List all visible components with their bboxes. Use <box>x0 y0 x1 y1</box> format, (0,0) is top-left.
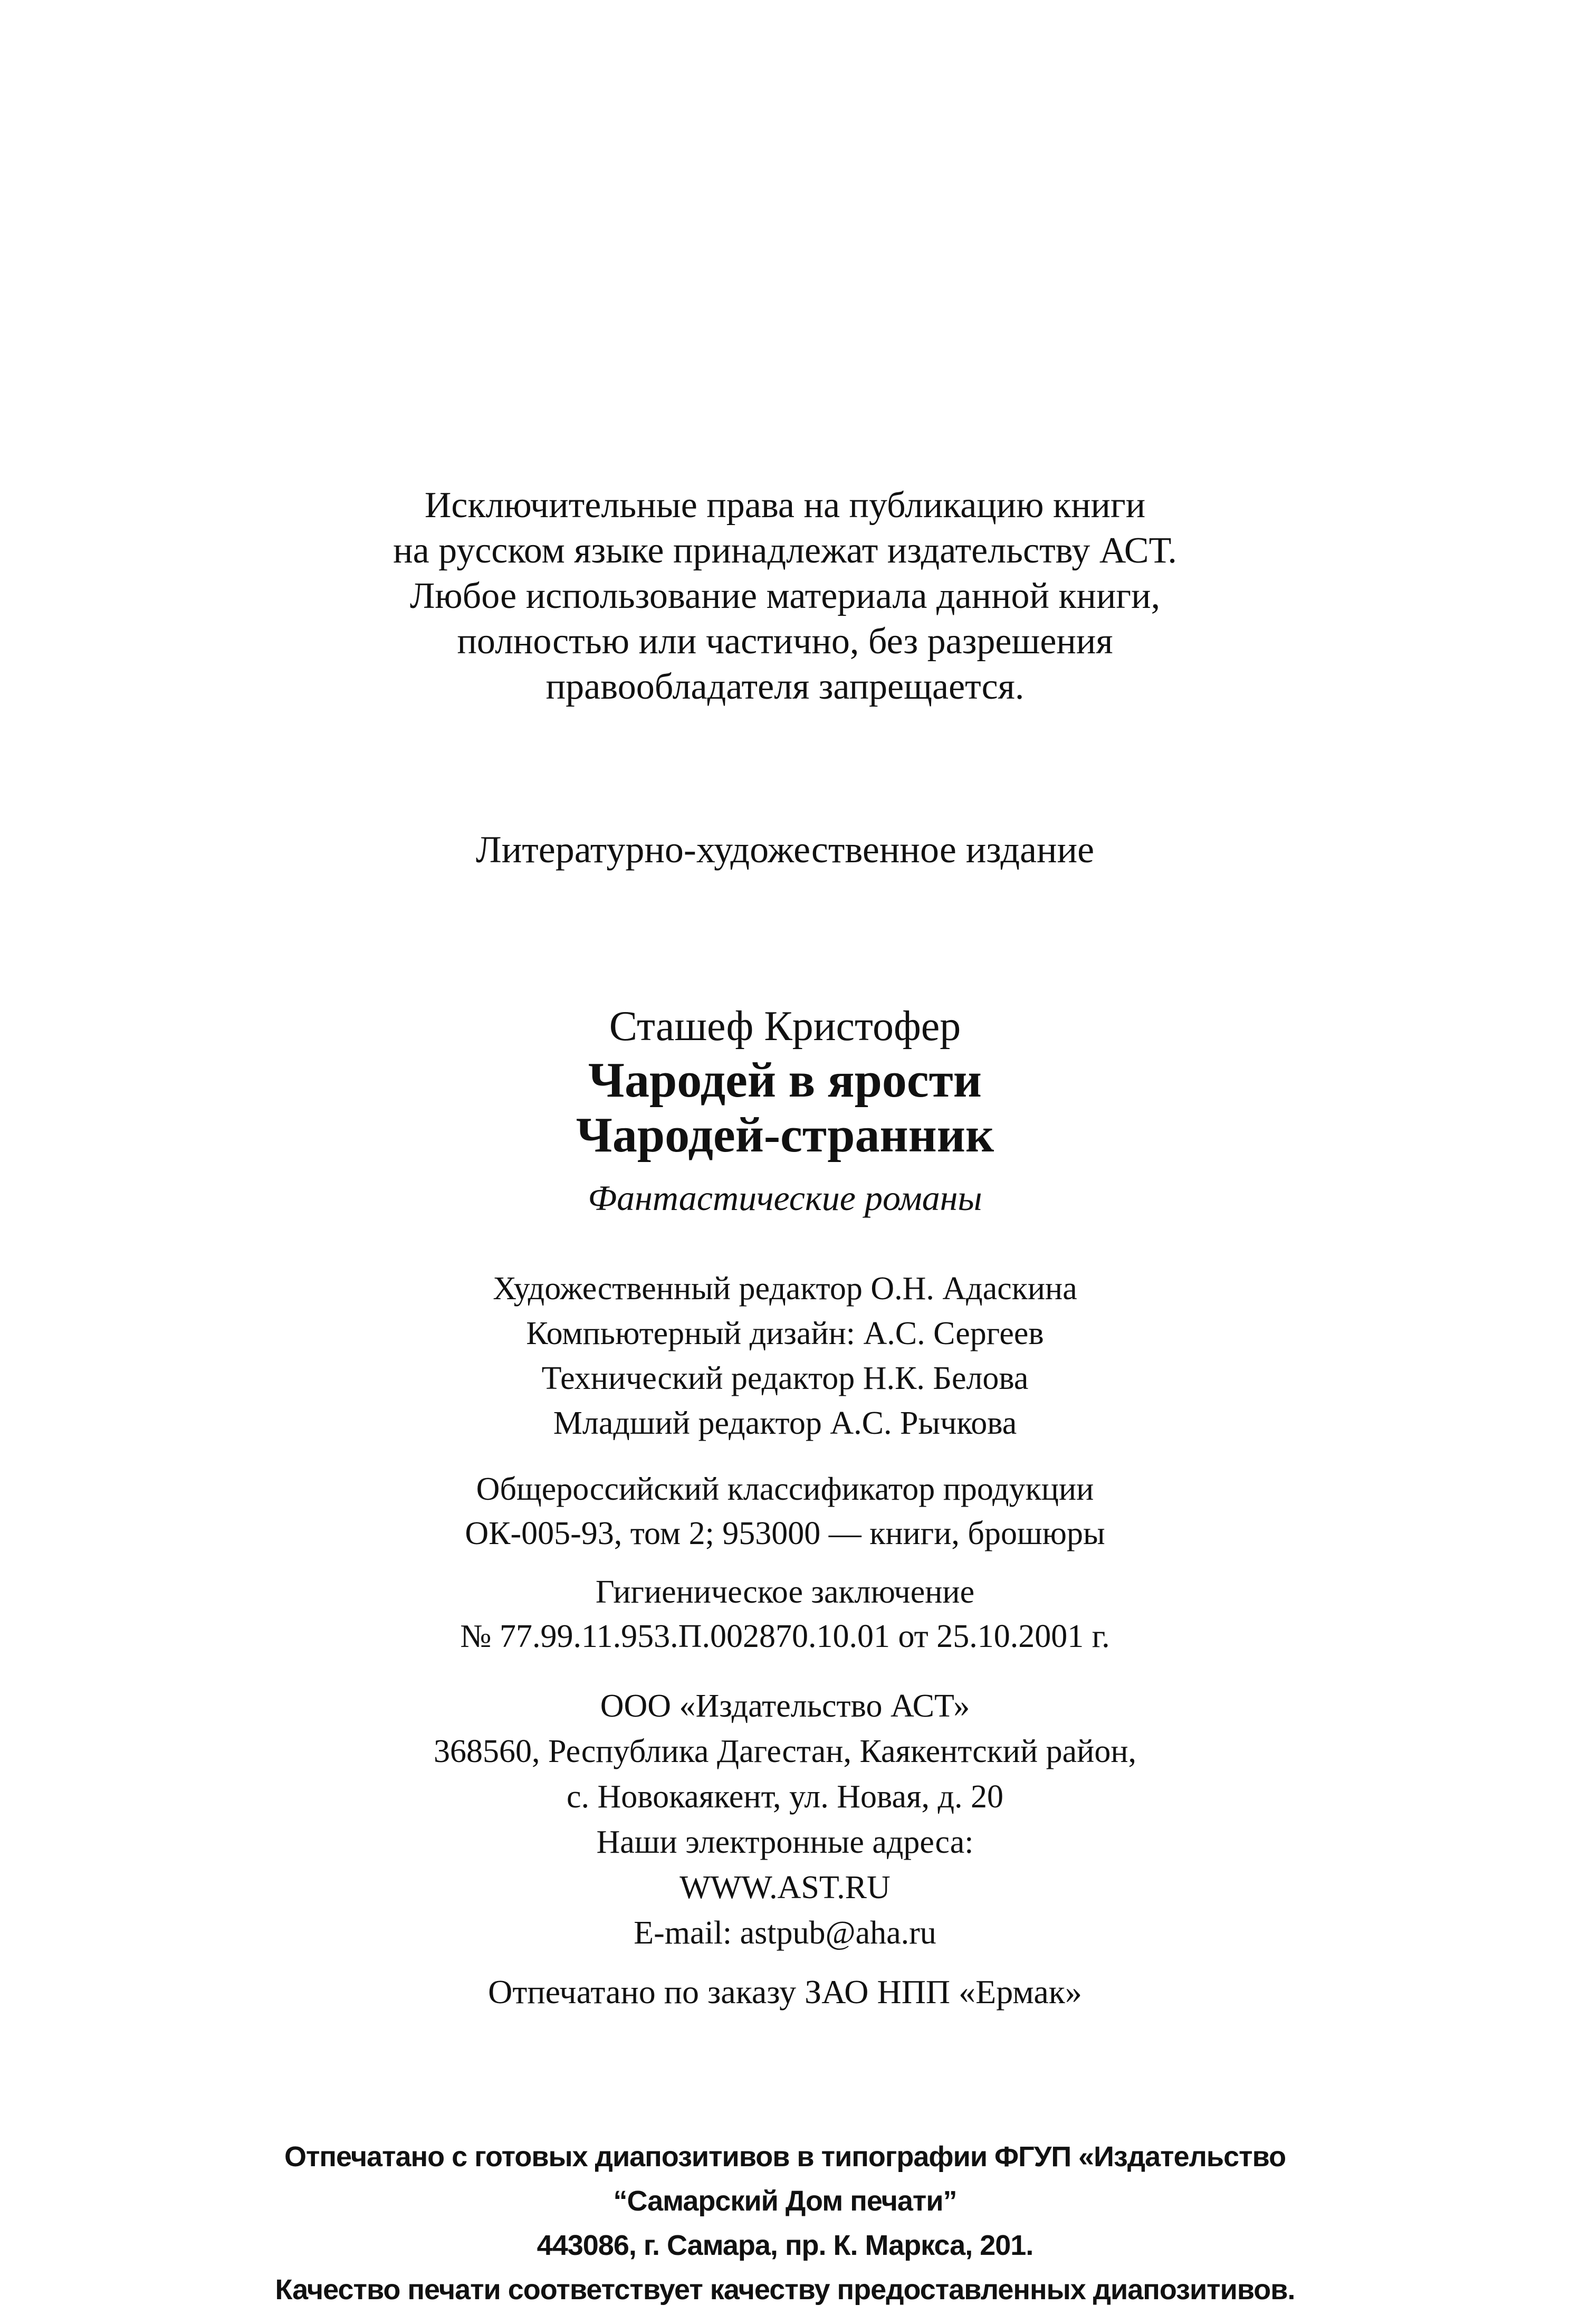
editorial-staff <box>0 1266 1570 1446</box>
publisher-line: ООО «Издательство АСТ» <box>600 1688 970 1724</box>
staff-line: Компьютерный дизайн: А.С. Сергеев <box>526 1316 1044 1351</box>
staff-line: Художественный редактор О.Н. Адаскина <box>493 1271 1077 1307</box>
publisher-website: WWW.AST.RU <box>679 1870 891 1906</box>
hygiene-line: № 77.99.11.953.П.002870.10.01 от 25.10.2001 г. <box>460 1618 1110 1654</box>
rights-notice <box>0 483 1570 710</box>
typography-line: Отпечатано с готовых диапозитивов в типографии ФГУП «Издательство <box>284 2141 1286 2173</box>
book-author <box>0 1000 1570 1053</box>
publisher-line: с. Новокаякент, ул. Новая, д. 20 <box>566 1779 1004 1815</box>
rights-notice-line: полностью или частично, без разрешения <box>457 621 1113 662</box>
book-genre <box>0 1174 1570 1222</box>
typography-line: 443086, г. Самара, пр. К. Маркса, 201. <box>537 2230 1033 2261</box>
publisher-email: E-mail: astpub@aha.ru <box>634 1915 936 1951</box>
rights-notice-line: правообладателя запрещается. <box>545 666 1025 707</box>
staff-line: Технический редактор Н.К. Белова <box>541 1360 1029 1396</box>
hygiene-line: Гигиеническое заключение <box>595 1574 975 1610</box>
book-title: Чародей в ярости <box>588 1053 982 1108</box>
product-classifier <box>0 1467 1570 1556</box>
rights-notice-line: Исключительные права на публикацию книги <box>424 485 1146 526</box>
edition-type <box>0 826 1570 873</box>
author-name: Сташеф Кристофер <box>609 1003 961 1050</box>
classifier-line: Общероссийский классификатор продукции <box>476 1471 1094 1507</box>
typography-line: “Самарский Дом печати” <box>613 2185 957 2217</box>
publisher-info <box>0 1683 1570 1956</box>
publisher-line: Наши электронные адреса: <box>596 1824 974 1860</box>
publisher-line: 368560, Республика Дагестан, Каякентский район, <box>433 1734 1137 1769</box>
book-title: Чародей-странник <box>576 1108 994 1163</box>
typography-line: Качество печати соответствует качеству предоставленных диапозитивов. <box>275 2274 1295 2306</box>
hygiene-certificate <box>0 1570 1570 1659</box>
typography-info <box>0 2135 1570 2312</box>
staff-line: Младший редактор А.С. Рычкова <box>553 1405 1017 1441</box>
rights-notice-line: Любое использование материала данной книги, <box>409 576 1161 616</box>
genre-text: Фантастические романы <box>588 1178 982 1218</box>
book-titles <box>0 1053 1570 1163</box>
printed-order <box>0 1968 1570 2016</box>
classifier-line: ОК-005-93, том 2; 953000 — книги, брошюры <box>465 1516 1105 1551</box>
printed-order-text: Отпечатано по заказу ЗАО НПП «Ермак» <box>488 1973 1082 2011</box>
edition-type-text: Литературно-художественное издание <box>475 828 1095 871</box>
rights-notice-line: на русском языке принадлежат издательству АСТ. <box>393 530 1177 571</box>
